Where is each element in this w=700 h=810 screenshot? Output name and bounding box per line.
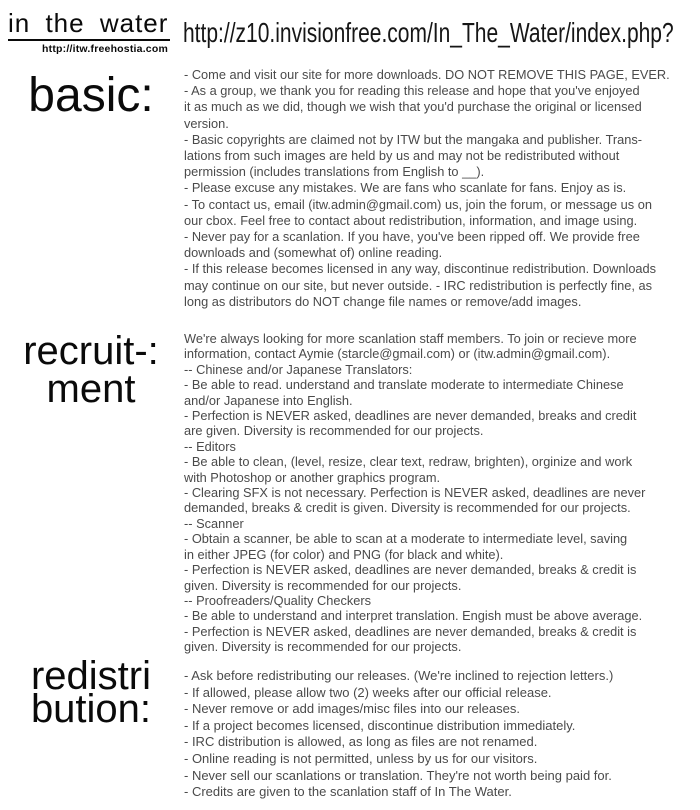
- text-line: information, contact Aymie (starcle@gmail.com) or (itw.admin@gmail.com).: [184, 346, 611, 362]
- section-recruitment-text: [184, 331, 696, 655]
- text-line: - Perfection is NEVER asked, deadlines are never demanded, breaks & credit is: [184, 623, 637, 639]
- section-redistribution-text: [184, 668, 696, 801]
- section-basic-heading: [0, 69, 182, 122]
- text-line: We're always looking for more scanlation staff members. To join or recieve more: [184, 331, 637, 346]
- site-logo: [8, 10, 170, 55]
- text-line: downloads and (somewhat of) online reading.: [184, 245, 443, 261]
- text-line: permission (includes translations from English to __).: [184, 164, 485, 180]
- text-line: it as much as we did, though we wish that you'd purchase the original or licensed: [184, 99, 642, 115]
- text-line: given. Diversity is recommended for our projects.: [184, 577, 462, 593]
- text-line: demanded, breaks & credit is given. Diversity is recommended for our projects.: [184, 500, 631, 516]
- text-line: - Please excuse any mistakes. We are fans who scanlate for fans. Enjoy as is.: [184, 180, 627, 196]
- text-line: - If a project becomes licensed, discontinue distribution immediately.: [184, 717, 576, 733]
- heading-line: recruit-:: [23, 329, 159, 373]
- text-line: - Online reading is not permitted, unless by us for our visitors.: [184, 750, 538, 766]
- text-line: may continue on our site, but never outside. - IRC redistribution is perfectly fine, as: [184, 277, 653, 293]
- text-line: - To contact us, email (itw.admin@gmail.com) us, join the forum, or message us on: [184, 196, 652, 212]
- text-line: in either JPEG (for color) and PNG (for black and white).: [184, 546, 504, 562]
- text-line: - Never remove or add images/misc files into our releases.: [184, 701, 520, 717]
- text-line: - Ask before redistributing our releases. (We're inclined to rejection letters.): [184, 668, 614, 683]
- text-line: and/or Japanese into English.: [184, 392, 353, 408]
- heading-line: redistri: [30, 654, 152, 698]
- section-redistribution-heading: [0, 654, 182, 731]
- text-line: -- Proofreaders/Quality Checkers: [184, 592, 372, 608]
- heading-line: basic:: [28, 69, 154, 122]
- text-line: long as distributors do NOT change file names or remove/add images.: [184, 293, 582, 309]
- text-line: - Never sell our scanlations or translation. They're not worth being paid for.: [184, 767, 612, 783]
- text-line: -- Editors: [184, 438, 236, 454]
- text-line: - IRC distribution is allowed, as long as files are not renamed.: [184, 734, 538, 750]
- text-line: our cbox. Feel free to contact about redistribution, information, and image using.: [184, 212, 638, 228]
- text-line: - Perfection is NEVER asked, deadlines are never demanded, breaks & credit is: [184, 562, 637, 578]
- text-line: - Perfection is NEVER asked, deadlines are never demanded, breaks and credit: [184, 408, 637, 424]
- text-line: - Never pay for a scanlation. If you have, you've been ripped off. We provide free: [184, 229, 640, 245]
- logo-subtitle-url: http://itw.freehostia.com: [42, 43, 168, 56]
- logo-title: in the water: [8, 10, 170, 41]
- text-line: - Be able to read. understand and translate moderate to intermediate Chinese: [184, 377, 624, 393]
- section-recruitment-heading: [0, 329, 182, 411]
- text-line: - Clearing SFX is not necessary. Perfection is NEVER asked, deadlines are never: [184, 485, 646, 501]
- text-line: - Be able to understand and interpret translation. Engish must be above average.: [184, 608, 643, 624]
- text-line: are given. Diversity is recommended for our projects.: [184, 423, 484, 439]
- text-line: - Basic copyrights are claimed not by ITW but the mangaka and publisher. Trans-: [184, 131, 643, 147]
- text-line: - Obtain a scanner, be able to scan at a moderate to intermediate level, saving: [184, 531, 628, 547]
- forum-url: http://z10.invisionfree.com/In_The_Water/index.php?: [183, 17, 674, 48]
- heading-line: bution:: [30, 687, 152, 731]
- text-line: - Credits are given to the scanlation staff of In The Water.: [184, 784, 512, 800]
- text-line: - If allowed, please allow two (2) weeks after our official release.: [184, 684, 552, 700]
- heading-line: ment: [46, 367, 136, 411]
- text-line: - As a group, we thank you for reading this release and hope that you've enjoyed: [184, 83, 640, 99]
- text-line: - Be able to clean, (level, resize, clear text, redraw, brighten), orginize and work: [184, 454, 633, 470]
- text-line: with Photoshop or another graphics program.: [184, 469, 441, 485]
- section-basic-text: [184, 67, 696, 310]
- text-line: -- Scanner: [184, 515, 244, 531]
- text-line: -- Chinese and/or Japanese Translators:: [184, 361, 413, 377]
- text-line: lations from such images are held by us and may not be redistributed without: [184, 148, 620, 164]
- text-line: version.: [184, 115, 229, 131]
- text-line: given. Diversity is recommended for our projects.: [184, 639, 462, 655]
- text-line: - If this release becomes licensed in any way, discontinue redistribution. Downloads: [184, 261, 657, 277]
- text-line: - Come and visit our site for more downloads. DO NOT REMOVE THIS PAGE, EVER.: [184, 67, 670, 82]
